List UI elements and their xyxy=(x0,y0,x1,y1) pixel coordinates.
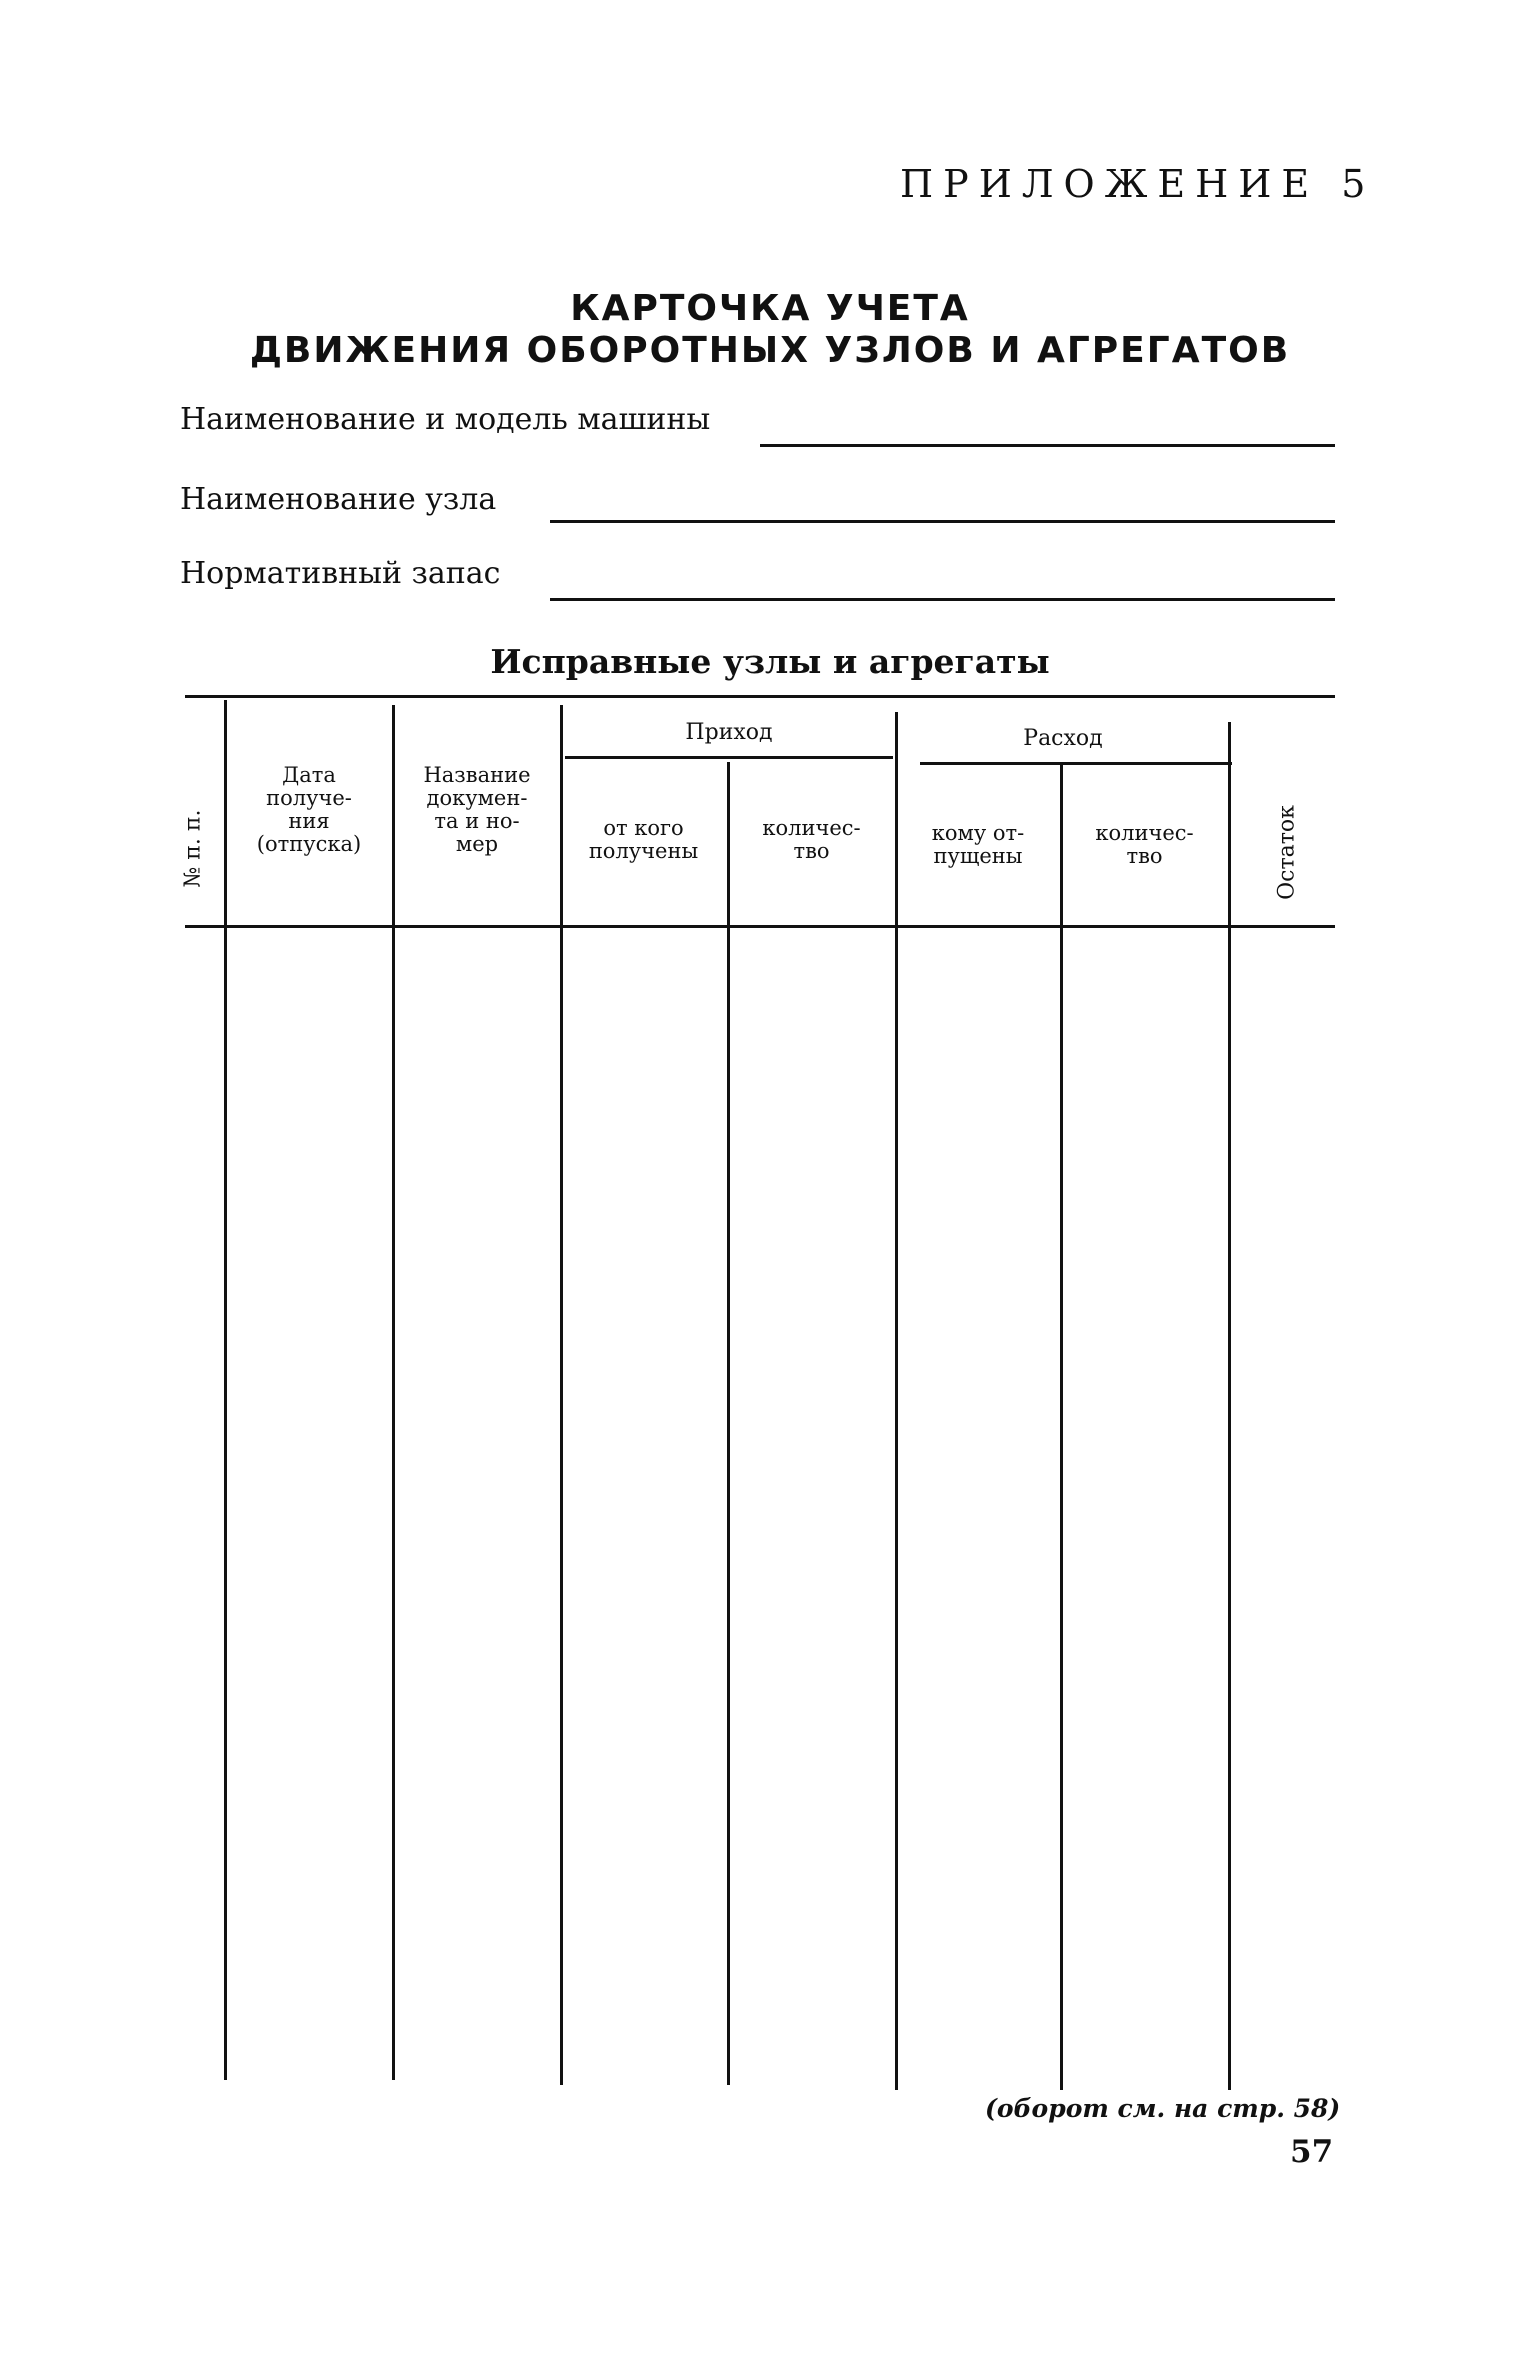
col-divider-5 xyxy=(895,712,898,2090)
field-unit-label: Наименование узла xyxy=(180,482,497,517)
col-group-income: Приход xyxy=(685,719,773,745)
col-divider-2 xyxy=(392,705,395,2080)
col-divider-1 xyxy=(224,700,227,2080)
field-unit-line[interactable] xyxy=(550,520,1335,523)
col-header-income-qty: количес- тво xyxy=(762,816,861,863)
field-reserve-label: Нормативный запас xyxy=(180,556,501,591)
col-divider-4 xyxy=(727,762,730,2085)
col-header-income-from: от кого получены xyxy=(588,816,699,863)
col-group-expense: Расход xyxy=(1023,725,1103,751)
field-machine-label: Наименование и модель машины xyxy=(180,402,711,437)
col-header-expense-to: кому от- пущены xyxy=(931,821,1025,868)
col-divider-3 xyxy=(560,705,563,2085)
col-divider-7 xyxy=(1228,722,1231,2090)
header-bottom-rule xyxy=(185,925,1335,928)
income-group-rule xyxy=(565,756,893,759)
col-header-balance: Остаток xyxy=(1274,805,1300,900)
col-header-document: Название докумен- та и но- мер xyxy=(423,763,531,856)
table-subtitle: Исправные узлы и агрегаты xyxy=(490,642,1050,681)
col-header-expense-qty: количес- тво xyxy=(1095,821,1194,868)
appendix-label: ПРИЛОЖЕНИЕ 5 xyxy=(900,162,1376,206)
card-title-line2: ДВИЖЕНИЯ ОБОРОТНЫХ УЗЛОВ И АГРЕГАТОВ xyxy=(249,330,1291,371)
card-title-line1: КАРТОЧКА УЧЕТА xyxy=(570,288,970,329)
field-machine-line[interactable] xyxy=(760,444,1335,447)
expense-group-rule xyxy=(920,762,1232,765)
turnover-note: (оборот см. на стр. 58) xyxy=(985,2094,1341,2123)
page-number: 57 xyxy=(1290,2134,1334,2170)
col-header-number: № п. п. xyxy=(180,809,206,888)
col-divider-6 xyxy=(1060,765,1063,2090)
table-top-rule xyxy=(185,695,1335,698)
field-reserve-line[interactable] xyxy=(550,598,1335,601)
col-header-date: Дата получе- ния (отпуска) xyxy=(256,763,362,856)
